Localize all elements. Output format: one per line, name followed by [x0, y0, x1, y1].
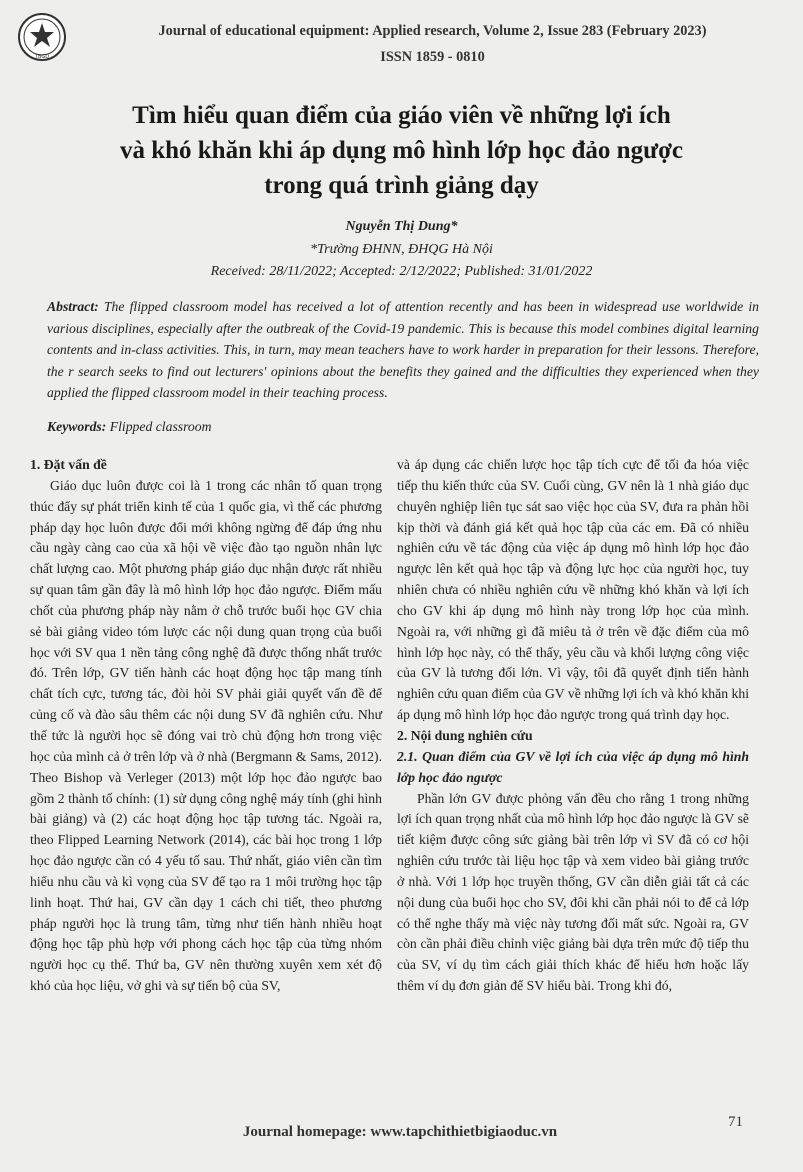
body-column-left: [30, 455, 382, 997]
publication-dates: Received: 28/11/2022; Accepted: 2/12/2022; Published: 31/01/2022: [210, 264, 593, 279]
keywords-label: Keywords:: [47, 419, 107, 434]
keywords: [47, 419, 759, 435]
author-affiliation: *Trường ĐHNN, ĐHQG Hà Nội: [310, 242, 493, 257]
journal-homepage-link[interactable]: Journal homepage: www.tapchithietbigiaoduc.vn: [242, 1124, 558, 1140]
issn-line: ISSN 1859 - 0810: [380, 49, 485, 65]
body-paragraph: Giáo dục luôn được coi là 1 trong các nhân tố quan trọng thúc đẩy sự phát triển kinh tế của 1 quốc gia, vì thế các phương pháp dạy học luôn được đổi mới không ngừng để đáp ứng nhu cầu ngày càng cao của xã hội về việc đào tạo nguồn nhân lực chất lượng cao. Một phương pháp giáo dục nhận được rất nhiều sự quan tâm gần đây là mô hình lớp học đảo ngược. Điểm mấu chốt của phương pháp này nằm ở chỗ trước buổi học GV chia sẻ bài giảng video tóm lược các nội dung quan trọng của buổi học với SV qua 1 nền tảng công nghệ đã được thống nhất trước đó. Trên lớp, GV tiến hành các hoạt động học tập mang tính chất tích cực, tương tác, đòi hỏi SV phải giải quyết vấn đề để củng cố và đào sâu thêm các nội dung SV đã nghiên cứu. Như thế tức là người học sẽ đóng vai trò chủ động hơn trong việc học của mình cả ở trên lớp và ở nhà (Bergmann & Sams, 2012). Theo Bishop và Verleger (2013) một lớp học đảo ngược bao gồm 2 thành tố chính: (1) sử dụng công nghệ máy tính (ghi hình bài giảng) và (2) các hoạt động học tập tương tác. Ngoài ra, theo Flipped Learning Network (2014), các bài học trong 1 lớp học đảo ngược cần có 4 yếu tố sau. Thứ nhất, giáo viên cần tìm hiểu nhu cầu và kì vọng của SV để tạo ra 1 môi trường học tập linh hoạt. Thứ hai, GV cần dạy 1 cách chi tiết, theo phương pháp người học là trung tâm, từng như tiến hành nhiều hoạt động học tập phù hợp với phong cách học tập của từng nhóm người học cụ thể. Thứ ba, GV nên thường xuyên xem xét độ khó của học liệu, vở ghi và sự tiến bộ của SV,: [30, 477, 382, 994]
body-paragraph: Phần lớn GV được phỏng vấn đều cho rằng 1 trong những lợi ích quan trọng nhất của mô hình lớp học đảo ngược là GV sẽ tiết kiệm được công sức giảng bài trên lớp vì SV đã có cơ hội nghiên cứu trước tài liệu học tập và xem video bài giảng trước ở nhà. Với 1 lớp học truyền thống, GV cần diễn giải tất cả các nội dung của buổi học cho SV, đôi khi cần phải nói to để cả lớp có thể nghe thấy mà việc này tương đối mất sức. Ngoài ra, GV còn cần phải điều chỉnh việc giảng bài dựa trên mức độ tiếp thu của SV, ví dụ tìm cách giải thích khác để hiểu hơn hoặc lấy thêm ví dụ đơn giản để SV hiểu bài. Trong khi đó,: [397, 790, 749, 994]
logo-text: TBGD: [34, 54, 50, 60]
title-line: và khó khăn khi áp dụng mô hình lớp học đảo ngược: [119, 137, 684, 164]
journal-logo-icon: [17, 12, 67, 62]
subsection-heading: 2.1. Quan điểm của GV về lợi ích của việc áp dụng mô hình lớp học đảo ngược: [397, 748, 749, 785]
title-line: Tìm hiểu quan điểm của giáo viên về những lợi ích: [132, 102, 671, 129]
journal-header-line: Journal of educational equipment: Applied research, Volume 2, Issue 283 (February 2023): [158, 23, 707, 39]
section-heading: 2. Nội dung nghiên cứu: [397, 727, 533, 743]
keywords-text: Flipped classroom: [109, 419, 212, 434]
section-heading: 1. Đặt vấn đề: [30, 457, 107, 472]
abstract-label: Abstract:: [47, 299, 99, 314]
abstract-text: The flipped classroom model has received a lot of attention recently and has been in widespread use worldwide in various disciplines, especially after the outbreak of the Covid-19 pandemic. This is because this model combines digital learning contents and in-class activities. This, in turn, may mean teachers have to work harder in preparation for their lessons. Therefore, the r search seeks to find out lecturers' opinions about the benefits they gained and the difficulties they experienced when they applied the flipped classroom model in their teaching process.: [47, 299, 760, 401]
body-paragraph: và áp dụng các chiến lược học tập tích cực để tối đa hóa việc tiếp thu kiến thức của SV. Cuối cùng, GV nên là 1 nhà giáo dục chuyên nghiệp liên tục sát sao việc học của SV, đưa ra phản hồi kịp thời và đánh giá kết quả học tập của các em. Đã có nhiều nghiên cứu về tác động của việc áp dụng mô hình lớp học đảo ngược lên kết quả học tập và động lực học của người học, tuy nhiên chưa có nhiều nghiên cứu về những khó khăn và lợi ích cho GV khi áp dụng mô hình này trong lớp học của mình. Ngoài ra, với những gì đã miêu tả ở trên về đặc điểm của mô hình lớp học này, có thể thấy, yêu cầu và khối lượng công việc của GV là tương đối lớn. Vì vậy, tôi đã quyết định tiến hành nghiên cứu quan điểm của GV về những lợi ích và khó khăn khi áp dụng mô hình lớp học đảo ngược trong quá trình dạy học.: [397, 457, 749, 723]
abstract: [47, 296, 759, 404]
article-title: [30, 98, 773, 203]
body-column-right: [397, 455, 749, 997]
author-name: Nguyễn Thị Dung*: [345, 219, 458, 234]
title-line: trong quá trình giảng dạy: [264, 172, 539, 199]
page-number: 71: [728, 1114, 743, 1130]
